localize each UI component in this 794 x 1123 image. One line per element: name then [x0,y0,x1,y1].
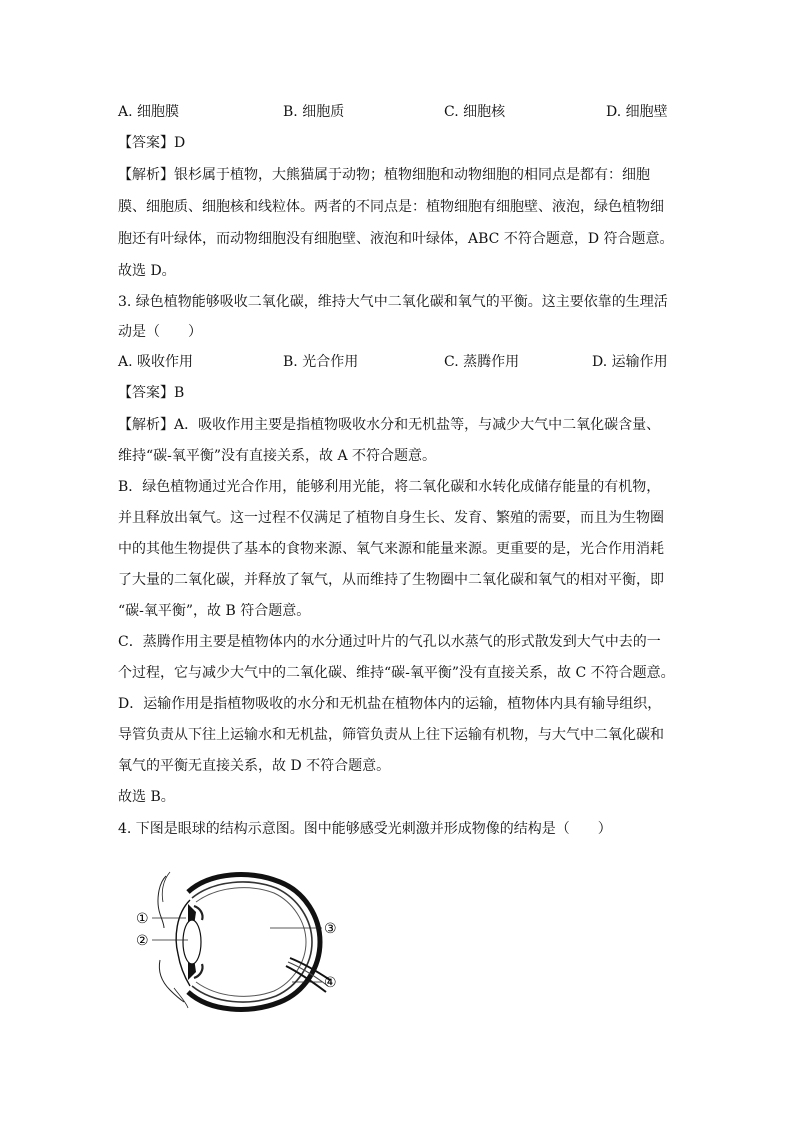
q2-conclusion: 故选 D。 [118,263,176,279]
q2-analysis-line: 【解析】银杉属于植物，大熊猫属于动物；植物细胞和动物细胞的相同点是都有：细胞 [118,167,650,183]
label-4: ④ [324,975,337,991]
q3-stem-line: 3. 绿色植物能够吸收二氧化碳，维持大气中二氧化碳和氧气的平衡。这主要依靠的生理活 [118,294,668,310]
q3-stem-line: 动是（ ） [118,324,202,340]
q2-analysis-line: 膜、细胞质、细胞核和线粒体。两者的不同点是：植物细胞有细胞壁、液泡，绿色植物细 [118,199,664,215]
q2-option-a: A. 细胞膜 [118,104,180,120]
retina [196,888,306,997]
lens [183,920,201,964]
eyeball-diagram [130,862,360,1022]
q3-analysis-line: C．蒸腾作用主要是植物体内的水分通过叶片的气孔以水蒸气的形式散发到大气中去的一 [118,634,661,650]
q3-analysis-line: 氧气的平衡无直接关系，故 D 不符合题意。 [118,758,391,774]
q3-analysis-line: 中的其他生物提供了基本的食物来源、氧气来源和能量来源。更重要的是，光合作用消耗 [118,541,664,557]
label-2: ② [136,933,149,949]
q3-option-d: D. 运输作用 [592,354,668,370]
choroid [192,882,312,1002]
q2-option-c: C. 细胞核 [444,104,506,120]
q3-conclusion: 故选 B。 [118,789,175,805]
q3-analysis-line: 维持“碳-氧平衡”没有直接关系，故 A 不符合题意。 [118,448,437,464]
q2-analysis-line: 胞还有叶绿体，而动物细胞没有细胞壁、液泡和叶绿体，ABC 不符合题意，D 符合题意。 [118,231,674,247]
q4-stem: 4. 下图是眼球的结构示意图。图中能够感受光刺激并形成物像的结构是（ ） [118,821,612,837]
q3-analysis-line: 个过程，它与减少大气中的二氧化碳、维持“碳-氧平衡”没有直接关系，故 C 不符合题意。 [118,665,675,681]
q2-option-b: B. 细胞质 [283,104,345,120]
q3-analysis-line: 【解析】A．吸收作用主要是指植物吸收水分和无机盐等，与减少大气中二氧化碳含量、 [118,417,661,433]
q2-answer: 【答案】D [118,135,186,151]
q3-analysis-line: “碳-氧平衡”，故 B 符合题意。 [118,603,311,619]
q3-analysis-line: 并且释放出氧气。这一过程不仅满足了植物自身生长、发育、繁殖的需要，而且为生物圈 [118,510,664,526]
upper-eyelid-outline [158,876,166,928]
q3-option-b: B. 光合作用 [283,354,359,370]
label-3: ③ [324,921,337,937]
q3-option-a: A. 吸收作用 [118,354,194,370]
q3-answer: 【答案】B [118,385,185,401]
q3-analysis-line: D．运输作用是指植物吸收的水分和无机盐在植物体内的运输，植物体内具有输导组织， [118,696,662,712]
q3-analysis-line: 导管负责从下往上运输水和无机盐，筛管负责从上往下运输有机物，与大气中二氧化碳和 [118,727,664,743]
optic-nerve-lower [286,966,326,992]
lower-eyelid-fold [174,988,188,1008]
q3-analysis-line: 了大量的二氧化碳，并释放了氧气，从而维持了生物圈中二氧化碳和氧气的相对平衡，即 [118,572,664,588]
label-1: ① [136,911,149,927]
q2-option-d: D. 细胞壁 [606,104,668,120]
q3-analysis-line: B．绿色植物通过光合作用，能够利用光能，将二氧化碳和水转化成储存能量的有机物， [118,479,661,495]
q3-option-c: C. 蒸腾作用 [444,354,520,370]
